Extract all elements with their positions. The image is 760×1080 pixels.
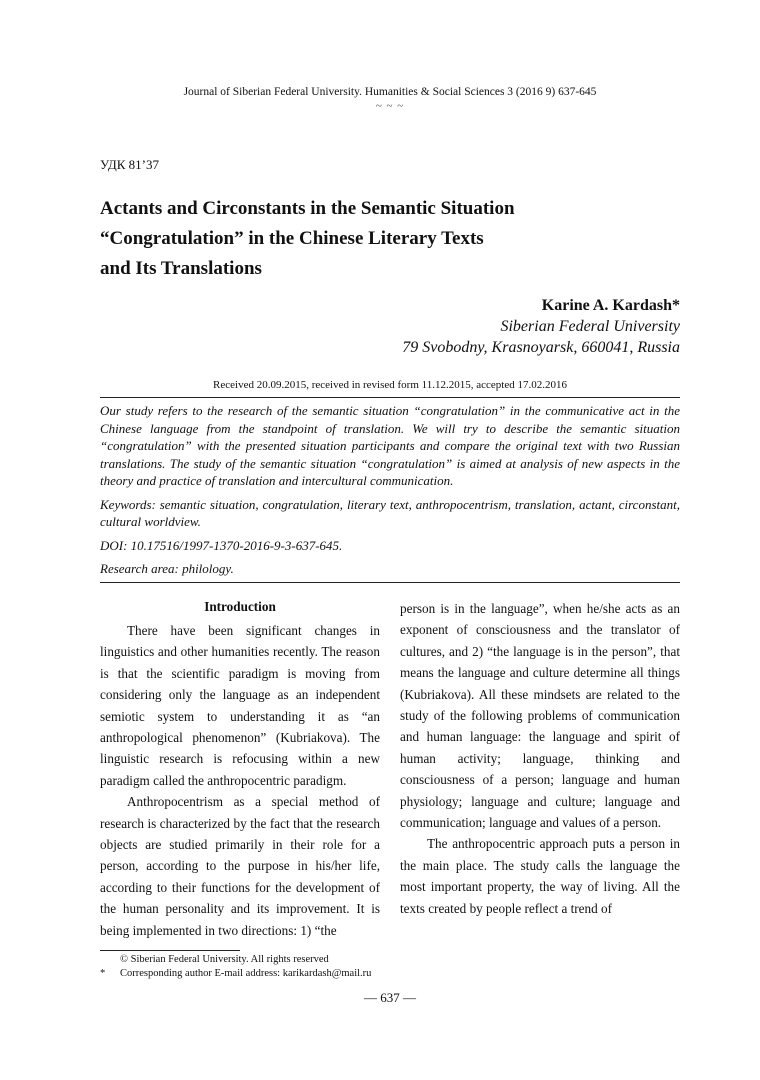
- abstract-text: Our study refers to the research of the semantic situation “congratulation” in the communicative act in the Chinese language from the standpoint of translation. We will try to describe the semantic situation “congratulation” with the presented situation participants and compare the original text with two Russian translations. The study of the semantic situation “congratulation” is aimed at analysis of new aspects in the theory and practice of translation and intercultural communication.: [100, 403, 680, 488]
- author-address: 79 Svobodny, Krasnoyarsk, 660041, Russia: [402, 339, 680, 356]
- abstract: [100, 402, 680, 584]
- abstract-top-rule: [100, 397, 680, 398]
- copyright-footnote: [100, 953, 680, 967]
- corresponding-author-text: Corresponding author E-mail address: karikardash@mail.ru: [120, 967, 372, 979]
- footnotes: [100, 953, 680, 980]
- keywords: Keywords: semantic situation, congratulation, literary text, anthropocentrism, translation, actant, circonstant, cultural worldview.: [100, 496, 680, 529]
- abstract-bottom-rule: [100, 582, 680, 583]
- paragraph: There have been significant changes in linguistics and other humanities recently. The reason is that the scientific paradigm is moving from considering only the language as an independent semiotic system to understanding it as “an anthropological phenomenon” (Kubriakova). The linguistic research is refocusing within a new paradigm called the anthropocentric paradigm.: [100, 623, 380, 788]
- title-line-1: Actants and Circonstants in the Semantic Situation: [100, 198, 515, 219]
- journal-header: Journal of Siberian Federal University. Humanities & Social Sciences 3 (2016 9) 637-645: [183, 86, 597, 98]
- copyright-text: © Siberian Federal University. All rights reserved: [120, 954, 329, 965]
- header-separator: ~ ~ ~: [375, 100, 405, 112]
- page-number: — 637 —: [364, 990, 416, 1005]
- introduction-heading: Introduction: [204, 599, 276, 614]
- received-dates: Received 20.09.2015, received in revised form 11.12.2015, accepted 17.02.2016: [213, 379, 567, 391]
- title-line-2: “Congratulation” in the Chinese Literary Texts: [100, 228, 484, 249]
- right-column: [400, 598, 680, 919]
- footnote-mark: *: [100, 967, 106, 979]
- left-column: [100, 598, 380, 941]
- udk-code: УДК 81’37: [100, 157, 160, 172]
- paragraph: person is in the language”, when he/she acts as an exponent of consciousness and the translator of cultures, and 2) “the language is in the person”, that means the language and culture determine all things (Kubriakova). All these mindsets are related to the study of the following problems of communication and human language: the language and spirit of human activity; language, thinking and consciousness of a person; language and human physiology; language and culture; language and communication; language and values of a person.: [400, 601, 680, 831]
- footnote-rule: [100, 950, 240, 951]
- corresponding-footnote: [100, 967, 680, 981]
- doi: DOI: 10.17516/1997-1370-2016-9-3-637-645.: [100, 537, 343, 553]
- paragraph: The anthropocentric approach puts a person in the main place. The study calls the language the most important property, the way of living. All the texts created by people reflect a trend of: [400, 836, 680, 916]
- research-area: Research area: philology.: [100, 561, 234, 576]
- paragraph: Anthropocentrism as a special method of research is characterized by the fact that the research objects are studied primarily in their role for a person, according to the purpose in his/her life, according to their functions for the development of the human personality and its improvement. It is being implemented in two directions: 1) “the: [100, 794, 380, 938]
- article-title: [100, 194, 620, 284]
- author-block: [402, 295, 680, 358]
- title-line-3: and Its Translations: [100, 258, 262, 279]
- author-affiliation: Siberian Federal University: [500, 318, 680, 335]
- author-name: Karine A. Kardash*: [541, 297, 680, 314]
